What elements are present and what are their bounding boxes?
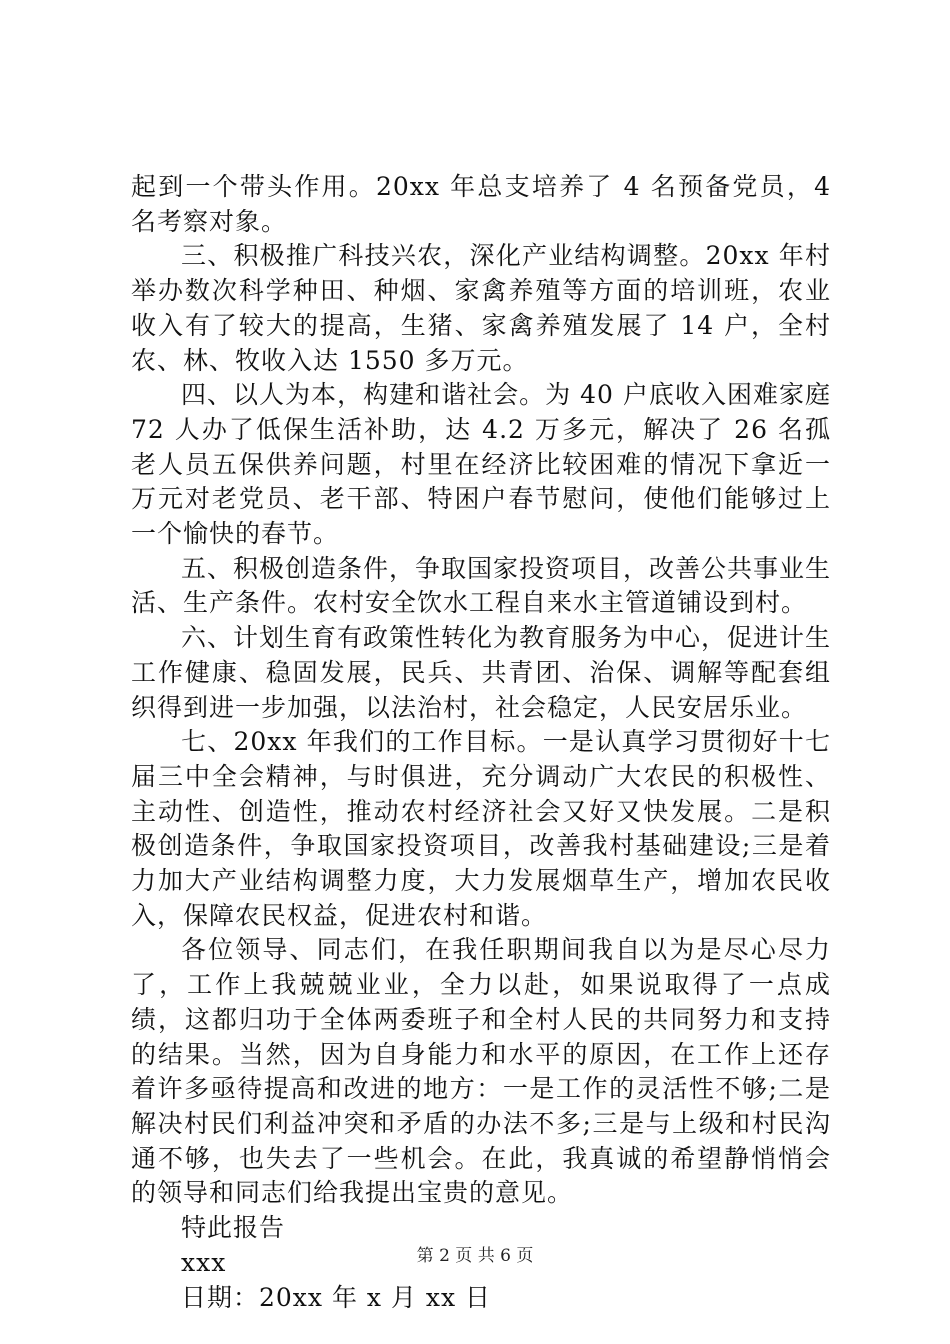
date-line: 日期：20xx 年 x 月 xx 日 <box>181 1282 492 1312</box>
paragraph-continuation: 起到一个带头作用。20xx 年总支培养了 4 名预备党员，4 名考察对象。 <box>131 172 831 236</box>
paragraph-5-investment-projects: 五、积极创造条件，争取国家投资项目，改善公共事业生活、生产条件。农村安全饮水工程自来水主管道铺设到村。 <box>131 553 832 618</box>
document-body <box>131 170 831 1315</box>
paragraph-4-harmonious-society: 四、以人为本，构建和谐社会。为 40 户底收入困难家庭 72 人办了低保生活补助，达 4.2 万多元，解决了 26 名孤老人员五保供养问题，村里在经济比较困难的情况下拿近一万元对老党员、老干部、特困户春节慰问，使他们能够过上一个愉快的春节。 <box>131 380 831 549</box>
paragraph-closing-remarks: 各位领导、同志们，在我任职期间我自以为是尽心尽力了，工作上我兢兢业业，全力以赴，如果说取得了一点成绩，这都归功于全体两委班子和全村人民的共同努力和支持的结果。当然，因为自身能力和水平的原因，在工作上还存着许多亟待提高和改进的地方：一是工作的灵活性不够;二是解决村民们利益冲突和矛盾的办法不多;三是与上级和村民沟通不够，也失去了一些机会。在此，我真诚的希望静悄悄会的领导和同志们给我提出宝贵的意见。 <box>131 935 831 1208</box>
page-footer: 第 2 页 共 6 页 <box>416 1246 534 1266</box>
closing-line: 特此报告 <box>181 1213 286 1243</box>
paragraph-3-tech-agriculture: 三、积极推广科技兴农，深化产业结构调整。20xx 年村举办数次科学种田、种烟、家禽养殖等方面的培训班，农业收入有了较大的提高，生猪、家禽养殖发展了 14 户，全村农、林、牧收入达 1550 多万元。 <box>131 241 831 375</box>
signature: xxx <box>181 1247 227 1277</box>
paragraph-7-work-goals: 七、20xx 年我们的工作目标。一是认真学习贯彻好十七届三中全会精神，与时俱进，充分调动广大农民的积极性、主动性、创造性，推动农村经济社会又好又快发展。二是积极创造条件，争取国家投资项目，改善我村基础建设;三是着力加大产业结构调整力度，大力发展烟草生产，增加农民收入，保障农民权益，促进农村和谐。 <box>131 727 831 930</box>
paragraph-6-family-planning: 六、计划生育有政策性转化为教育服务为中心，促进计生工作健康、稳固发展，民兵、共青团、治保、调解等配套组织得到进一步加强，以法治村，社会稳定，人民安居乐业。 <box>131 623 832 722</box>
